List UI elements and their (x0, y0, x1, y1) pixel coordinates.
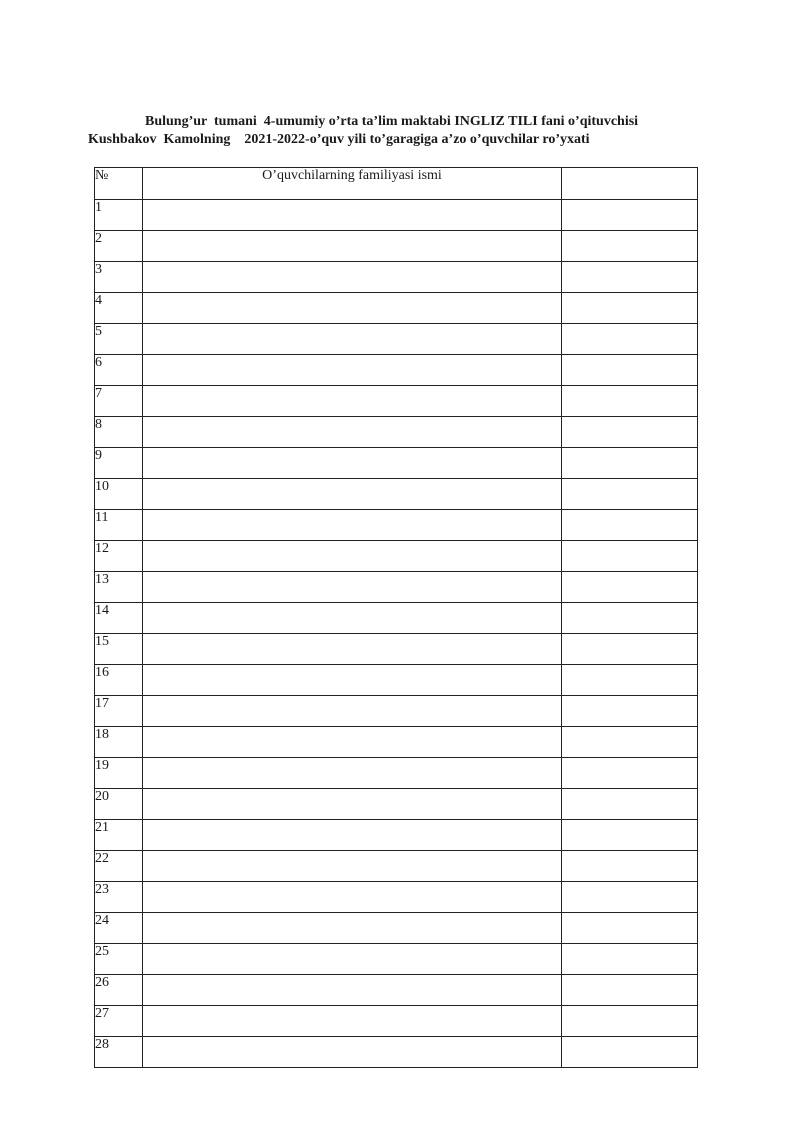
row-number-cell: 25 (95, 944, 143, 975)
student-name-cell (143, 975, 562, 1006)
extra-cell (562, 417, 698, 448)
table-row (95, 634, 698, 665)
student-name-cell (143, 1037, 562, 1068)
row-number-cell: 13 (95, 572, 143, 603)
row-number-cell: 15 (95, 634, 143, 665)
extra-cell (562, 944, 698, 975)
table-row (95, 293, 698, 324)
table-row (95, 789, 698, 820)
row-number-cell: 27 (95, 1006, 143, 1037)
table-row (95, 200, 698, 231)
student-name-cell (143, 727, 562, 758)
extra-cell (562, 479, 698, 510)
student-name-cell (143, 510, 562, 541)
extra-cell (562, 820, 698, 851)
student-roster-table (94, 167, 698, 1068)
student-name-cell (143, 355, 562, 386)
extra-cell (562, 696, 698, 727)
row-number-cell: 1 (95, 200, 143, 231)
table-row (95, 479, 698, 510)
extra-cell (562, 386, 698, 417)
student-name-cell (143, 1006, 562, 1037)
extra-cell (562, 727, 698, 758)
name-column-header: O’quvchilarning familiyasi ismi (143, 168, 562, 200)
extra-cell (562, 262, 698, 293)
table-row (95, 913, 698, 944)
row-number-cell: 4 (95, 293, 143, 324)
table-row (95, 851, 698, 882)
table-row (95, 665, 698, 696)
table-row (95, 572, 698, 603)
row-number-cell: 28 (95, 1037, 143, 1068)
row-number-cell: 9 (95, 448, 143, 479)
extra-cell (562, 634, 698, 665)
student-name-cell (143, 572, 562, 603)
extra-cell (562, 510, 698, 541)
document-title-line-2: Kushbakov Kamolning 2021-2022-o’quv yili to’garagiga a’zo o’quvchilar ro’yxati (88, 132, 590, 147)
table-row (95, 355, 698, 386)
extra-cell (562, 1037, 698, 1068)
number-column-header: № (95, 168, 143, 200)
table-row (95, 448, 698, 479)
row-number-cell: 12 (95, 541, 143, 572)
extra-cell (562, 448, 698, 479)
row-number-cell: 17 (95, 696, 143, 727)
extra-cell (562, 603, 698, 634)
row-number-cell: 7 (95, 386, 143, 417)
student-name-cell (143, 417, 562, 448)
table-row (95, 262, 698, 293)
row-number-cell: 14 (95, 603, 143, 634)
student-name-cell (143, 448, 562, 479)
student-name-cell (143, 820, 562, 851)
extra-cell (562, 293, 698, 324)
student-name-cell (143, 541, 562, 572)
row-number-cell: 3 (95, 262, 143, 293)
extra-cell (562, 355, 698, 386)
student-name-cell (143, 479, 562, 510)
student-name-cell (143, 200, 562, 231)
student-name-cell (143, 882, 562, 913)
row-number-cell: 18 (95, 727, 143, 758)
row-number-cell: 24 (95, 913, 143, 944)
student-name-cell (143, 262, 562, 293)
document-title-line-1: Bulung’ur tumani 4-umumiy o’rta ta’lim maktabi INGLIZ TILI fani o’qituvchisi (145, 114, 639, 129)
student-name-cell (143, 851, 562, 882)
row-number-cell: 6 (95, 355, 143, 386)
student-name-cell (143, 696, 562, 727)
table-row (95, 603, 698, 634)
row-number-cell: 22 (95, 851, 143, 882)
row-number-cell: 19 (95, 758, 143, 789)
extra-cell (562, 851, 698, 882)
table-row (95, 944, 698, 975)
extra-cell (562, 200, 698, 231)
student-name-cell (143, 293, 562, 324)
table-row (95, 324, 698, 355)
student-name-cell (143, 758, 562, 789)
row-number-cell: 16 (95, 665, 143, 696)
extra-cell (562, 1006, 698, 1037)
table-row (95, 727, 698, 758)
table-row (95, 1006, 698, 1037)
table-row (95, 975, 698, 1006)
extra-cell (562, 572, 698, 603)
table-row (95, 882, 698, 913)
row-number-cell: 10 (95, 479, 143, 510)
table-header-row (95, 168, 698, 200)
table-row (95, 510, 698, 541)
student-name-cell (143, 913, 562, 944)
extra-column-header (562, 168, 698, 200)
table-row (95, 541, 698, 572)
extra-cell (562, 541, 698, 572)
student-name-cell (143, 665, 562, 696)
table-row (95, 820, 698, 851)
extra-cell (562, 758, 698, 789)
student-name-cell (143, 324, 562, 355)
extra-cell (562, 882, 698, 913)
extra-cell (562, 975, 698, 1006)
extra-cell (562, 231, 698, 262)
row-number-cell: 2 (95, 231, 143, 262)
table-row (95, 696, 698, 727)
row-number-cell: 21 (95, 820, 143, 851)
row-number-cell: 5 (95, 324, 143, 355)
row-number-cell: 20 (95, 789, 143, 820)
student-name-cell (143, 603, 562, 634)
extra-cell (562, 324, 698, 355)
table-row (95, 1037, 698, 1068)
table-row (95, 231, 698, 262)
table-row (95, 758, 698, 789)
row-number-cell: 8 (95, 417, 143, 448)
student-name-cell (143, 944, 562, 975)
row-number-cell: 11 (95, 510, 143, 541)
row-number-cell: 26 (95, 975, 143, 1006)
extra-cell (562, 913, 698, 944)
student-name-cell (143, 634, 562, 665)
extra-cell (562, 789, 698, 820)
row-number-cell: 23 (95, 882, 143, 913)
student-name-cell (143, 231, 562, 262)
student-name-cell (143, 386, 562, 417)
extra-cell (562, 665, 698, 696)
student-name-cell (143, 789, 562, 820)
table-row (95, 417, 698, 448)
table-row (95, 386, 698, 417)
